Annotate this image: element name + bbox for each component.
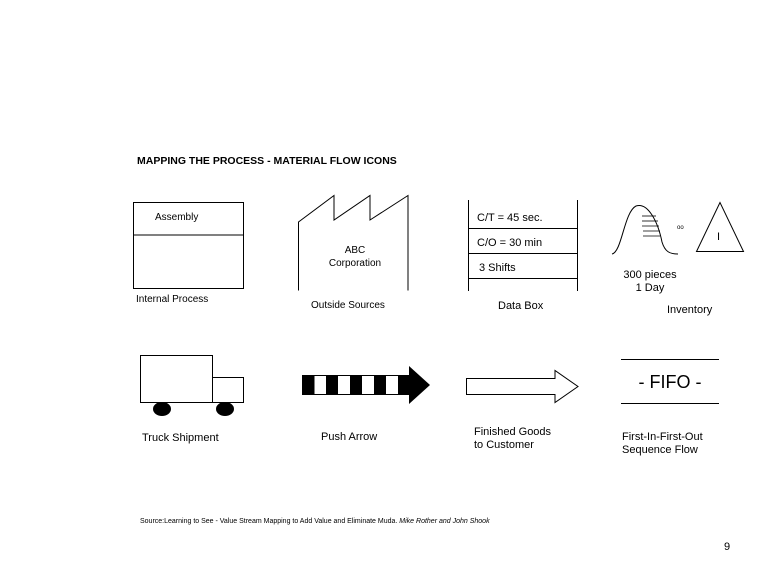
data-box-row-1: C/T = 45 sec. — [477, 212, 543, 224]
page-title: MAPPING THE PROCESS - MATERIAL FLOW ICONS — [137, 155, 397, 167]
truck-icon — [140, 355, 246, 419]
fifo-caption-line2: Sequence Flow — [622, 444, 698, 456]
truck-caption: Truck Shipment — [142, 432, 219, 444]
finished-caption-line2: to Customer — [474, 439, 534, 451]
push-arrow-icon — [302, 366, 432, 404]
inventory-mark: I — [717, 231, 721, 243]
finished-caption-line1: Finished Goods — [474, 426, 552, 438]
factory-icon — [298, 195, 410, 291]
inventory-quantity: 300 pieces — [623, 269, 677, 281]
outside-caption: Outside Sources — [311, 300, 385, 311]
fifo-caption-line1: First-In-First-Out — [622, 431, 703, 443]
data-box-row-2: C/O = 30 min — [477, 237, 543, 249]
fifo-label: - FIFO - — [638, 372, 702, 392]
source-citation — [140, 518, 490, 525]
inventory-caption: Inventory — [667, 304, 713, 316]
process-caption: Internal Process — [136, 294, 209, 305]
data-box-row-3: 3 Shifts — [479, 262, 516, 274]
source-authors: Mike Rother and John Shook — [399, 518, 490, 525]
page-number: 9 — [724, 541, 731, 553]
outside-name-line1: ABC — [344, 245, 366, 256]
inventory-pile-icon — [612, 202, 682, 264]
inventory-duration: 1 Day — [635, 282, 665, 294]
source-prefix: Source:Learning to See - Value Stream Mapping to Add Value and Eliminate Muda. — [140, 518, 398, 525]
finished-goods-arrow-icon — [466, 370, 580, 404]
outside-name-line2: Corporation — [328, 258, 382, 269]
push-caption: Push Arrow — [321, 431, 378, 443]
process-header: Assembly — [155, 212, 199, 223]
svg-text:oo: oo — [677, 225, 684, 231]
data-box-caption: Data Box — [498, 300, 544, 312]
inventory-triangle-icon — [696, 202, 744, 252]
